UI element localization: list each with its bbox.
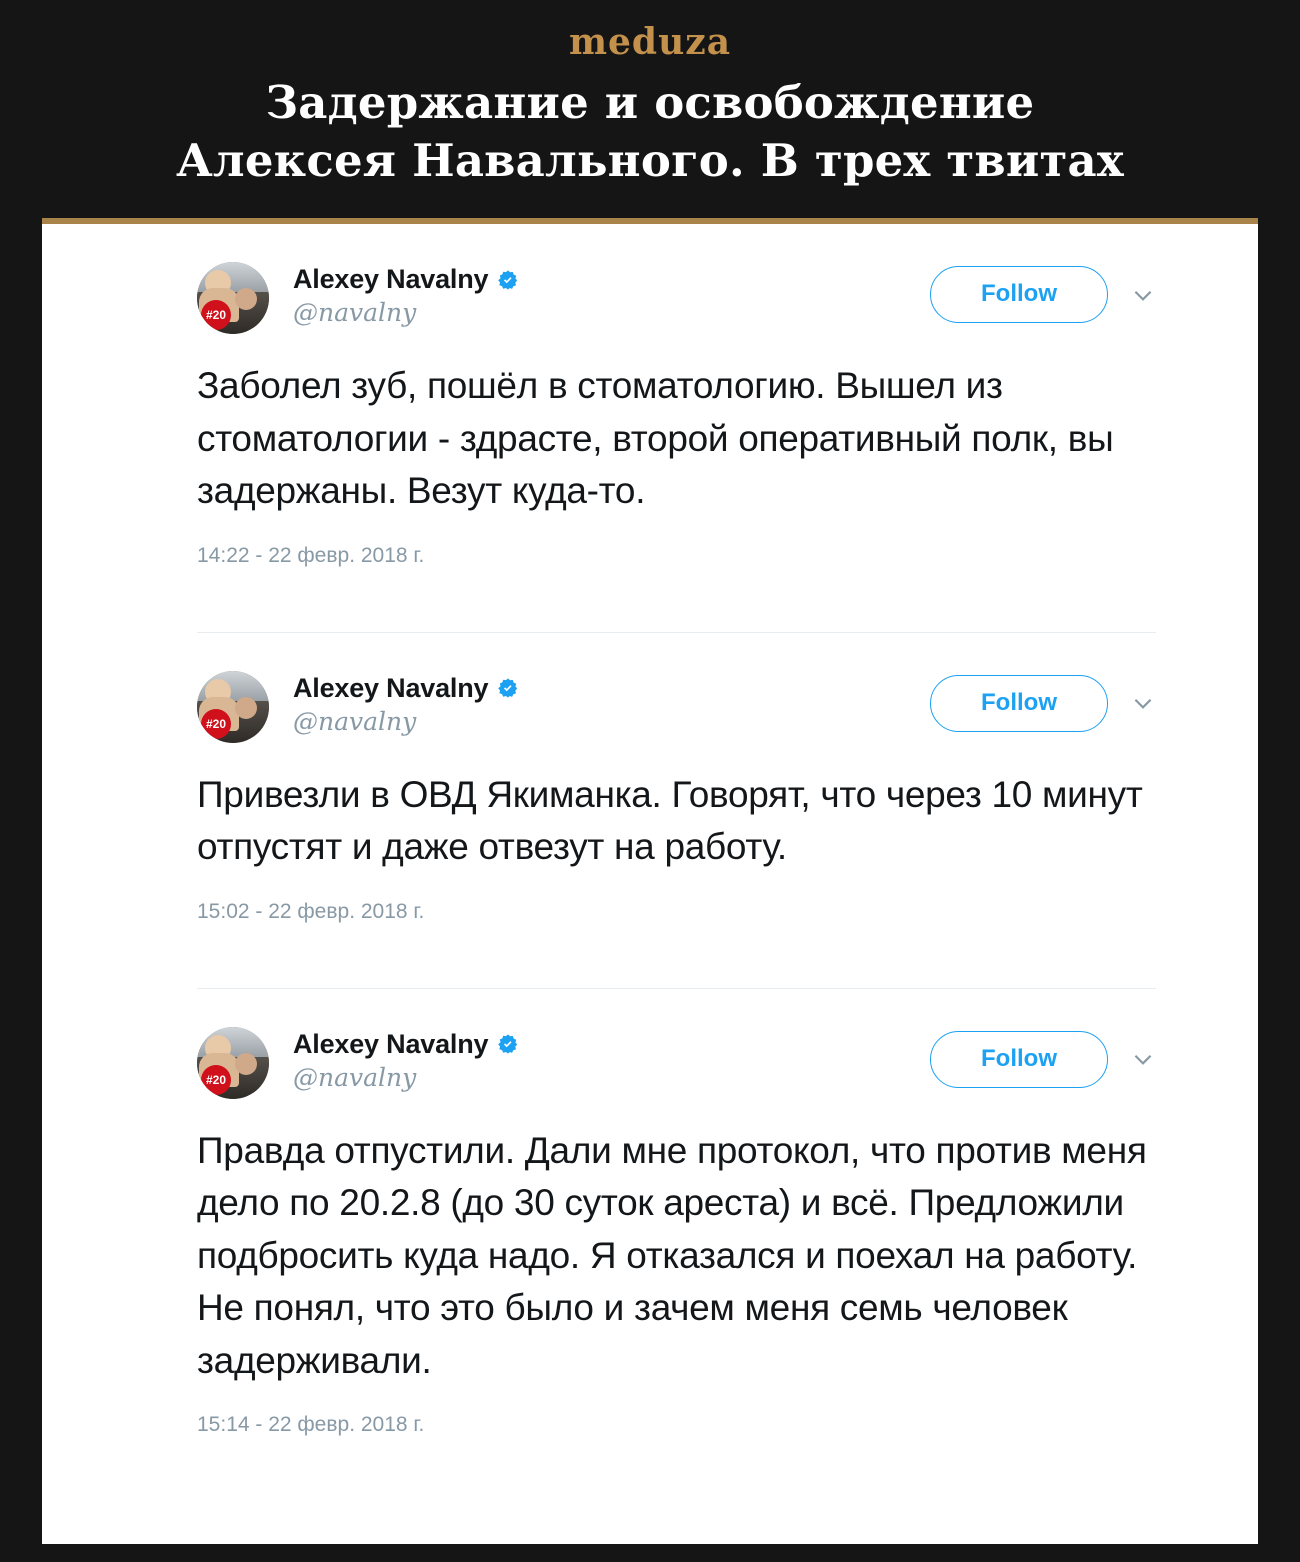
- tweet-author-name-line: [293, 264, 930, 295]
- tweet-list: [42, 224, 1258, 1467]
- tweet-timestamp[interactable]: 15:02 - 22 февр. 2018 г.: [197, 899, 425, 923]
- tweet-item[interactable]: [197, 632, 1156, 954]
- avatar-badge: #20: [201, 300, 231, 330]
- follow-button[interactable]: Follow: [930, 675, 1108, 732]
- avatar-second-figure: [235, 1053, 257, 1075]
- tweet-display-name[interactable]: Alexey Navalny: [293, 1028, 489, 1059]
- tweet-text: Привезли в ОВД Якиманка. Говорят, что через 10 минут отпустят и даже отвезут на работу.: [197, 773, 1153, 868]
- tweet-timestamp[interactable]: 15:14 - 22 февр. 2018 г.: [197, 1413, 425, 1437]
- tweet-author: [293, 1027, 930, 1092]
- tweet-author: [293, 262, 930, 327]
- tweet-actions: [930, 1027, 1156, 1088]
- card-body: [42, 224, 1258, 1544]
- page-title-line-2: Алексея Навального. В трех твитах: [176, 133, 1124, 187]
- tweet-header: [197, 262, 1156, 334]
- verified-badge-icon: [497, 677, 519, 699]
- tweet-author: [293, 671, 930, 736]
- verified-badge-icon: [497, 269, 519, 291]
- tweet-header: [197, 671, 1156, 743]
- avatar-badge: #20: [201, 1065, 231, 1095]
- tweet-handle[interactable]: @navalny: [293, 706, 417, 736]
- follow-button[interactable]: Follow: [930, 1031, 1108, 1088]
- chevron-down-icon[interactable]: [1130, 1046, 1156, 1072]
- tweet-item[interactable]: [197, 988, 1156, 1468]
- avatar-badge: #20: [201, 709, 231, 739]
- tweet-text: Правда отпустили. Дали мне протокол, что против меня дело по 20.2.8 (до 30 суток ареста) и всё. Предложили подбросить куда надо. Я отказался и поехал на работу. Не понял, что это было и зачем меня семь человек задерживали.: [197, 1129, 1157, 1381]
- tweet-display-name[interactable]: Alexey Navalny: [293, 264, 489, 294]
- tweet-text: Заболел зуб, пошёл в стоматологию. Вышел из стоматологии - здрасте, второй оперативный полк, вы задержаны. Везут куда-то.: [197, 365, 1124, 512]
- follow-button[interactable]: Follow: [930, 266, 1108, 323]
- tweet-header: [197, 1027, 1156, 1099]
- tweet-handle[interactable]: @navalny: [293, 1062, 417, 1092]
- avatar-second-figure: [235, 697, 257, 719]
- chevron-down-icon[interactable]: [1130, 282, 1156, 308]
- brand-header: [0, 0, 1300, 63]
- verified-badge-icon: [497, 1033, 519, 1055]
- tweet-actions: [930, 262, 1156, 323]
- tweets-card: [42, 218, 1258, 1544]
- page-title: [50, 74, 1250, 189]
- page-title-line-1: Задержание и освобождение: [265, 76, 1035, 129]
- meduza-logo[interactable]: meduza: [568, 21, 732, 63]
- tweet-handle[interactable]: @navalny: [293, 298, 417, 327]
- avatar[interactable]: [197, 1027, 269, 1099]
- chevron-down-icon[interactable]: [1130, 690, 1156, 716]
- tweet-actions: [930, 671, 1156, 732]
- tweet-timestamp[interactable]: 14:22 - 22 февр. 2018 г.: [197, 543, 425, 567]
- avatar[interactable]: [197, 262, 269, 334]
- tweet-item[interactable]: [197, 224, 1156, 598]
- avatar-second-figure: [235, 288, 257, 310]
- tweet-author-name-line: [293, 673, 930, 704]
- avatar[interactable]: [197, 671, 269, 743]
- tweet-display-name[interactable]: Alexey Navalny: [293, 672, 489, 703]
- tweet-author-name-line: [293, 1029, 930, 1060]
